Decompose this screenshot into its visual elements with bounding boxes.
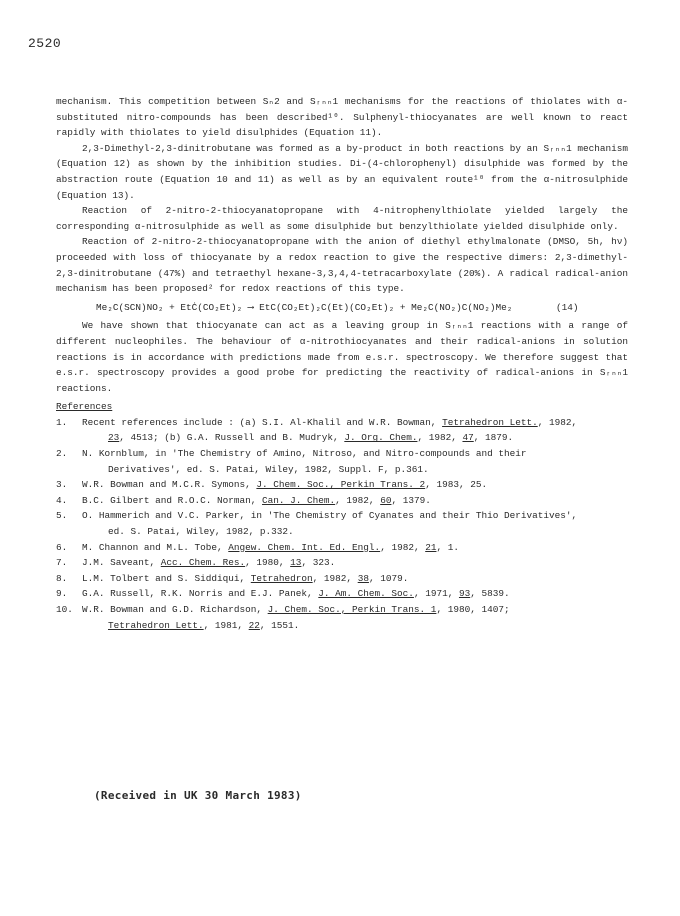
reference-number: 9. [56,588,68,600]
reference-fragment: J.M. Saveant, [82,557,161,569]
reference-fragment: M. Channon and M.L. Tobe, [82,541,229,553]
reference-fragment: Derivatives', ed. S. Patai, Wiley, 1982, Suppl. F, p.361. [108,463,429,475]
reference-citation: J. Org. Chem. [344,432,418,444]
equation-14 [96,300,628,316]
paragraph-mechanism: mechanism. This competition between Sₙ2 and Sᵣₙₙ1 mechanisms for the reactions of thiolates with α-substituted nitro-compounds has been described¹⁰. Sulphenyl-thiocyanates are well known to react rapidly with thiolates to yield disulphides (Equation 11). [56,96,628,139]
received-date: (Received in UK 30 March 1983) [94,789,302,802]
reference-item [56,415,628,446]
article-body [56,94,628,633]
reference-text [82,446,628,477]
reference-number: 2. [56,448,68,460]
reference-citation: 60 [380,494,392,506]
reference-fragment: , 1551. [259,619,300,631]
reference-citation: 13 [290,557,302,569]
reference-fragment: G.A. Russell, R.K. Norris and E.J. Panek, [82,588,319,600]
reference-number: 4. [56,494,68,506]
reference-text [82,508,628,539]
reference-item [56,477,628,493]
reference-citation: 38 [357,572,369,584]
reference-text [82,477,628,493]
reference-citation: 93 [458,588,471,600]
reference-citation: J. Chem. Soc., Perkin Trans. 2 [256,479,426,491]
reference-number: 10. [56,604,73,615]
references-list [56,415,628,633]
equation-number: (14) [555,301,579,313]
reference-fragment: , 1379. [391,494,431,506]
reference-item [56,571,628,587]
reference-fragment: , 323. [301,557,336,569]
reference-fragment: , 1982, [537,416,578,428]
reference-text [82,415,628,446]
reference-text [82,602,628,633]
reference-citation: Tetrahedron Lett. [442,416,538,428]
reference-number: 7. [56,557,68,569]
reference-fragment: , 1982, [335,494,381,506]
reference-fragment: , 1980, 1407; [436,604,510,615]
reference-item [56,446,628,477]
reference-fragment: Recent references include : (a) S.I. Al-Khalil and W.R. Bowman, [82,416,443,428]
reference-fragment: , 1980, [245,557,291,569]
reference-item [56,555,628,571]
reference-fragment: N. Kornblum, in 'The Chemistry of Amino, Nitroso, and Nitro-compounds and their [82,448,527,460]
paragraph-dinitrobutane: 2,3-Dimethyl-2,3-dinitrobutane was formed as a by-product in both reactions by an Sᵣₙₙ1 mechanism (Equation 12) as shown by the inhibition studies. Di-(4-chlorophenyl) disulphide was formed by the abstraction route (Equation 10 and 11) as well as by an equivalent route¹⁰ from the α-nitrosulphide (Equation 13). [56,142,628,201]
paragraph-conclusion: We have shown that thiocyanate can act as a leaving group in Sᵣₙₙ1 reactions with a range of different nucleophiles. The behaviour of α-nitrothiocyanates and their radical-anions in solution reactions is in accordance with predictions made from e.s.r. spectroscopy. We therefore suggest that e.s.r. spectroscopy provides a good probe for predicting the reactivity of radical-anions in Sᵣₙₙ1 reactions. [56,320,628,394]
reference-item [56,586,628,602]
equation-text: Me₂C(SCN)NO₂ + EtĊ(CO₂Et)₂ ⟶ EtC(CO₂Et)₂C(Et)(CO₂Et)₂ + Me₂C(NO₂)C(NO₂)Me₂ [96,301,513,313]
reference-item [56,493,628,509]
reference-number: 8. [56,572,68,584]
reference-fragment: W.R. Bowman and M.C.R. Symons, [82,479,257,491]
reference-fragment: L.M. Tolbert and S. Siddiqui, [82,572,251,584]
reference-fragment: O. Hammerich and V.C. Parker, in 'The Chemistry of Cyanates and their Thio Derivatives', [82,510,578,522]
paragraph-ethylmalonate: Reaction of 2-nitro-2-thiocyanatopropane with the anion of diethyl ethylmalonate (DMSO, 5h, hν) proceeded with loss of thiocyanate by a redox reaction to give the respective dimers: 2,3-dimethyl-2,3-dinitrobutane (47%) and tetraethyl hexane-3,3,4,4-tetracarboxylate (20%). A radical radical-anion mechanism has been proposed² for redox reactions of this type. [56,236,628,295]
reference-citation: 47 [462,432,474,444]
reference-fragment: , 1. [436,541,459,553]
reference-fragment: W.R. Bowman and G.D. Richardson, [82,604,268,615]
reference-citation: 21 [425,541,437,553]
reference-number: 5. [56,510,68,522]
reference-citation: Tetrahedron Lett. [108,619,204,631]
reference-fragment: B.C. Gilbert and R.O.C. Norman, [82,494,263,506]
reference-item [56,602,628,633]
reference-citation: Tetrahedron [250,572,313,584]
reference-text [82,493,628,509]
reference-citation: 23 [108,432,120,444]
reference-fragment: , 1982, [417,432,463,444]
reference-citation: J. Am. Chem. Soc. [318,588,414,600]
reference-citation: Acc. Chem. Res. [160,557,246,569]
reference-fragment: , 1079. [368,572,409,584]
reference-text [82,571,628,587]
reference-text [82,586,628,602]
references-heading: References [56,401,113,413]
reference-item [56,540,628,556]
reference-fragment: , 1981, [203,619,249,631]
reference-citation: 22 [248,619,260,631]
paragraph-nitrophenylthiolate: Reaction of 2-nitro-2-thiocyanatopropane with 4-nitrophenylthiolate yielded largely the corresponding α-nitrosulphide as well as some disulphide but benzylthiolate yielded disulphide only. [56,205,628,232]
reference-number: 6. [56,541,68,553]
reference-fragment: , 1879. [473,432,514,444]
reference-fragment: , 4513; (b) G.A. Russell and B. Mudryk, [119,432,345,444]
page-number: 2520 [28,36,62,51]
reference-fragment: , 1983, 25. [425,479,488,491]
reference-item [56,508,628,539]
reference-number: 1. [56,416,68,428]
reference-fragment: , 1982, [312,572,358,584]
reference-citation: Can. J. Chem. [262,494,336,506]
reference-fragment: , 1982, [380,541,426,553]
reference-fragment: ed. S. Patai, Wiley, 1982, p.332. [108,526,294,538]
reference-text [82,555,628,571]
reference-citation: Angew. Chem. Int. Ed. Engl. [228,541,381,553]
reference-number: 3. [56,479,68,491]
reference-text [82,540,628,556]
reference-citation: J. Chem. Soc., Perkin Trans. 1 [267,604,437,615]
reference-fragment: , 5839. [470,588,510,600]
reference-fragment: , 1971, [413,588,459,600]
